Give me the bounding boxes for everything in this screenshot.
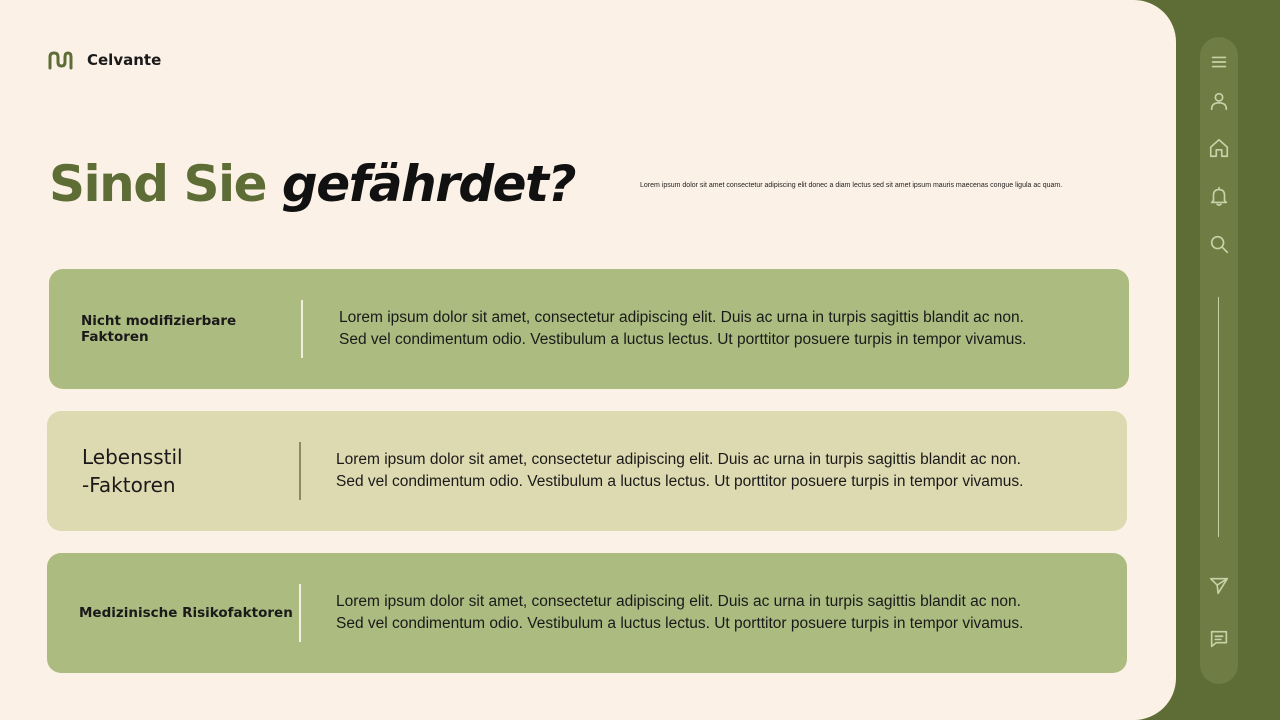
card-text	[301, 449, 1024, 493]
search-icon[interactable]	[1207, 232, 1231, 256]
card-label: Medizinische Risikofaktoren	[79, 605, 293, 621]
risk-card-medical	[47, 553, 1127, 673]
subtitle: Lorem ipsum dolor sit amet consectetur adipiscing elit donec a diam lectus sed sit amet ipsum mauris maecenas congue ligula ac quam.	[640, 182, 1063, 189]
send-icon[interactable]	[1207, 574, 1231, 598]
brand	[47, 50, 161, 70]
risk-card-lifestyle	[47, 411, 1127, 531]
card-text-line: Lorem ipsum dolor sit amet, consectetur adipiscing elit. Duis ac urna in turpis sagittis blandit ac non.	[336, 451, 1021, 468]
card-label: Nicht modifizierbare Faktoren	[81, 313, 237, 345]
card-text-line: Sed vel condimentum odio. Vestibulum a luctus lectus. Ut porttitor posuere turpis in tempor vivamus.	[336, 473, 1024, 490]
m-logo-icon	[47, 50, 74, 70]
menu-icon[interactable]	[1207, 50, 1231, 74]
brand-name: Celvante	[87, 51, 162, 69]
card-label: Lebensstil -Faktoren	[82, 445, 183, 497]
user-icon[interactable]	[1207, 89, 1231, 113]
card-text-line: Sed vel condimentum odio. Vestibulum a luctus lectus. Ut porttitor posuere turpis in tempor vivamus.	[336, 615, 1024, 632]
card-text-line: Sed vel condimentum odio. Vestibulum a luctus lectus. Ut porttitor posuere turpis in tempor vivamus.	[339, 331, 1027, 348]
card-text-line: Lorem ipsum dolor sit amet, consectetur adipiscing elit. Duis ac urna in turpis sagittis blandit ac non.	[336, 593, 1021, 610]
title-emphasis: gefährdet?	[281, 155, 575, 213]
side-nav-rail	[1200, 37, 1238, 684]
page-title	[49, 150, 575, 218]
home-icon[interactable]	[1207, 136, 1231, 160]
bell-icon[interactable]	[1207, 184, 1231, 208]
chat-icon[interactable]	[1207, 627, 1231, 651]
card-text	[301, 591, 1024, 635]
rail-divider	[1218, 297, 1219, 537]
card-text	[303, 307, 1027, 351]
risk-card-nonmodifiable	[49, 269, 1129, 389]
card-text-line: Lorem ipsum dolor sit amet, consectetur adipiscing elit. Duis ac urna in turpis sagittis blandit ac non.	[339, 309, 1024, 326]
title-plain: Sind Sie	[49, 155, 282, 213]
